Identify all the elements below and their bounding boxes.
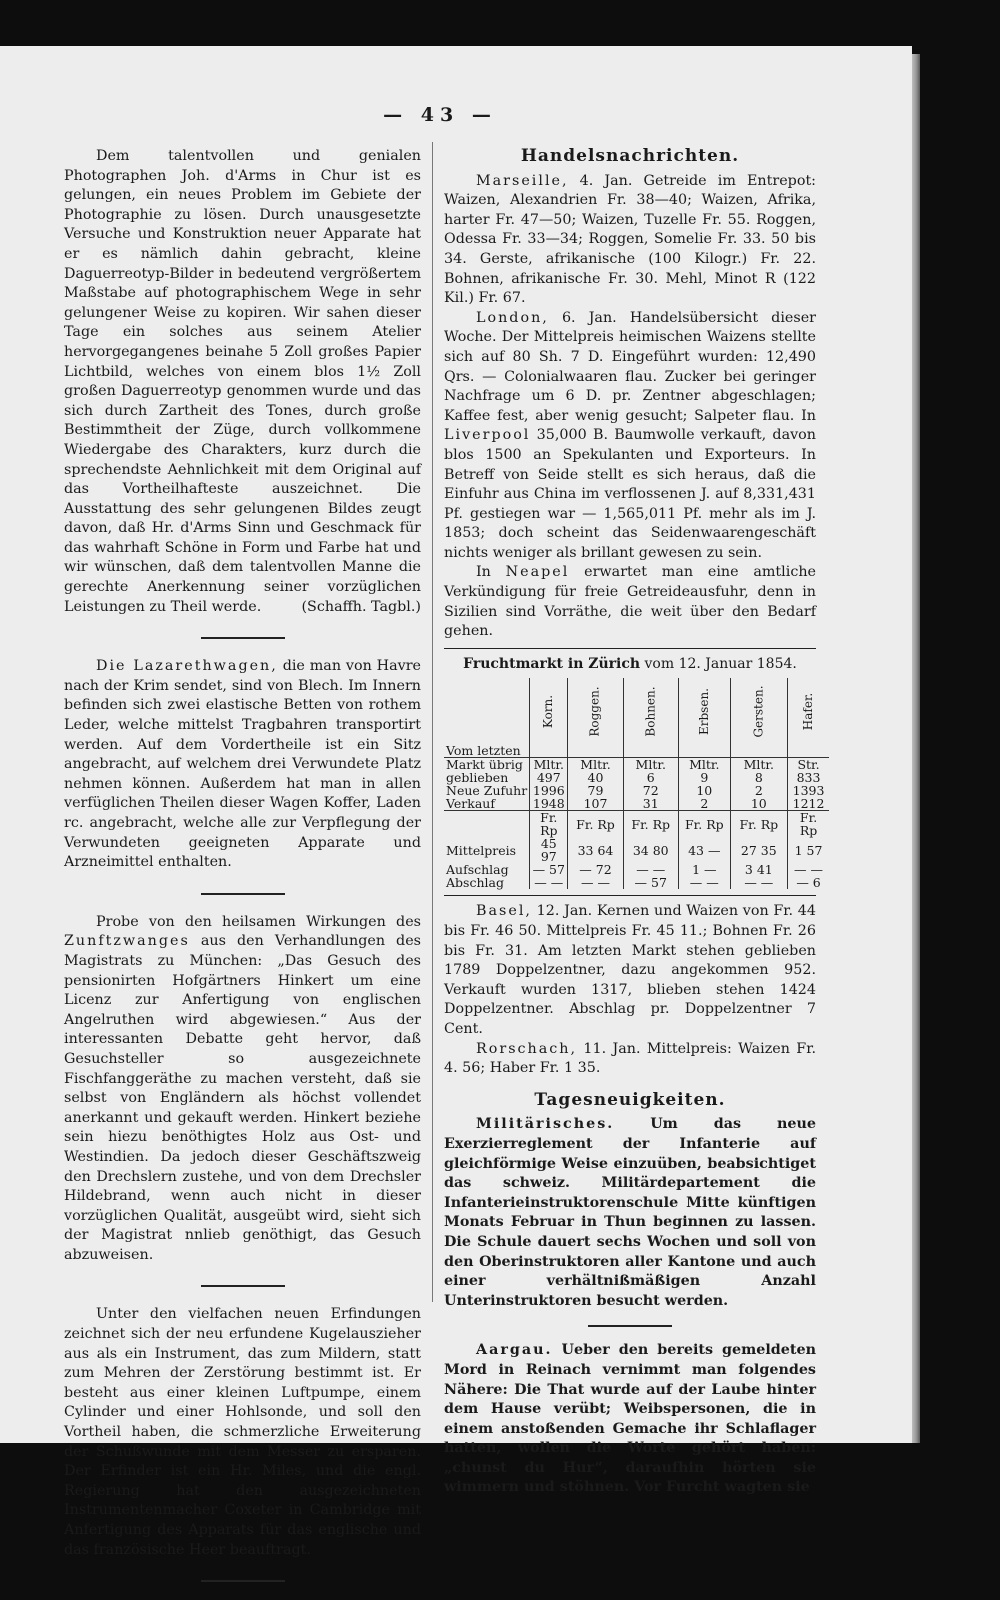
divider-rule: [201, 637, 285, 639]
table-row: Vom letzten: [444, 744, 829, 758]
news-basel: Basel, 12. Jan. Kernen und Waizen von Fr. 44 bis Fr. 46 50. Mittelpreis Fr. 45 11.; Bohnen Fr. 26 bis Fr. 31. Am letzten Markt stehen geblieben 1789 Doppelzentner, dazu angekommen 952. Verkauft wurden 1317, blieben stehen 1424 Doppelzentner. Abschlag pr. Doppelzentner 7 Cent.: [444, 903, 817, 1037]
article-lazarethwagen: Die Lazarethwagen, die man von Havre nach der Krim sendet, sind von Blech. Im Innern befinden sich zwei elastische Betten von rothem Leder, welche mittelst Tragbahren transportirt werden. Auf dem Vordertheile ist ein Sitz angebracht, auf welchem drei Verwundete Platz nehmen können. Außerdem hat man in allen verfüglichen Theilen dieser Wagen Koffer, Laden rc. angebracht, welche alle zur Verpflegung der Verwundeten geeigneten Apparate und Arzneimittel enthalten.: [64, 658, 421, 871]
news-rorschach: Rorschach, 11. Jan. Mittelpreis: Waizen Fr. 4. 56; Haber Fr. 1 35.: [444, 1040, 817, 1077]
column-header: Korn.: [541, 695, 556, 729]
table-row: Aufschlag — 57 — 72 — — 1 — 3 41 — —: [444, 863, 829, 876]
news-militaerisches: Militärisches. Um das neue Exerzierreglement der Infanterie auf gleichförmige Weise einzuüben, beabsichtiget das schweiz. Militärdepartement die Infanterieinstruktorenschule Mitte künftigen Monats Februar in Thun beginnen zu lassen. Die Schule dauert sechs Wochen und soll von den Oberinstruktoren aller Kantone und auch einer verhältnißmäßigen Anzahl Unterinstruktoren besucht werden.: [444, 1116, 817, 1309]
heading-tagesneuigkeiten: Tagesneuigkeiten.: [534, 1089, 726, 1110]
page-edge: [912, 54, 920, 1443]
column-divider: [432, 142, 433, 1302]
news-london: London, 6. Jan. Handelsübersicht dieser Woche. Der Mittelpreis heimischen Waizens stellte sich auf 80 Sh. 7 D. Eingeführt wurden: 12,490 Qrs. — Colonialwaaren flau. Zucker bei geringer Nachfrage um 6 D. pr. Zentner abgeschlagen; Kaffee fest, aber wenig gesucht; Salpeter flau. In Liverpool 35,000 B. Baumwolle verkauft, davon blos 1500 an Spekulanten und Exporteurs. In Betreff von Seide stellt es sich heraus, daß die Einfuhr aus China im verflossenen J. auf 8,331,431 Pf. gestiegen war — 1,565,011 Pf. mehr als im J. 1853; doch scheint das Seidenwaarengeschäft nichts weniger als brillant gewesen zu sein.: [444, 309, 817, 561]
table-row: Neue Zufuhr 1996 79 72 10 2 1393: [444, 784, 829, 797]
divider-rule: [201, 1580, 285, 1582]
news-marseille: Marseille, 4. Jan. Getreide im Entrepot: Waizen, Alexandrien Fr. 38—40; Waizen, Afrika, harter Fr. 47—50; Waizen, Tuzelle Fr. 55. Roggen, Odessa Fr. 33—34; Roggen, Somelie Fr. 33. 50 bis 34. Gerste, afrikanische (100 Kilogr.) Fr. 22. Bohnen, afrikanische Fr. 30. Mehl, Minot R (122 Kil.) Fr. 67.: [444, 172, 817, 307]
news-aargau: Aargau. Ueber den bereits gemeldeten Mord in Reinach vernimmt man folgendes Nähere: Die That wurde auf der Laube hinter dem Hause verübt; Weibspersonen, die in einem anstoßenden Gemache ihr Schlaflager hatten, wollen die Worte gehört haben: „chunst du Hur“, daraufhin hörten sie wimmern und stöhnen. Vor Furcht wagten sie: [444, 1342, 816, 1496]
heading-handelsnachrichten: Handelsnachrichten.: [520, 146, 740, 166]
news-neapel: In Neapel erwartet man eine amtliche Verkündigung für freie Getreideausfuhr, denn in Sizilien sind Vorräthe, die weit über den Bedarf gehen.: [444, 564, 816, 640]
column-header: Hafer.: [801, 693, 816, 731]
table-bottom-rule: [444, 895, 816, 896]
table-row: Abschlag — — — — — 57 — — — — — 6: [444, 876, 829, 889]
market-title: Fruchtmarkt in Zürich vom 12. Januar 1854.: [463, 655, 797, 672]
table-row: geblieben 497 40 6 9 8 833: [444, 771, 829, 784]
column-header: Gersten.: [751, 685, 766, 738]
divider-rule: [201, 1285, 285, 1287]
divider-rule: [201, 893, 285, 895]
right-column: [444, 146, 825, 1498]
article-kugelauszieher: Unter den vielfachen neuen Erfindungen zeichnet sich der neu erfundene Kugelauszieher aus als ein Instrument, das zum Mildern, statt zum Mehren der Zerstörung bestimmt ist. Er besteht aus einer kleinen Luftpumpe, einem Cylinder und einer Hohlsonde, und soll den Vortheil haben, die schmerzliche Erweiterung der Schußwunde mit dem Messer zu ersparen. Der Erfinder ist ein Hr. Miles, und die engl. Regierung hat den ausgezeichneten Instrumentenmacher Coxeter in Cambridge mit Anfertigung des Apparats für das englische und das französische Heer beauftragt.: [64, 1306, 421, 1558]
market-table: [444, 678, 829, 889]
table-row: Mittelpreis 45 97 33 64 34 80 43 — 27 35 1 57: [444, 837, 829, 863]
table-header-row: [444, 678, 829, 744]
table-row: Fr. Rp Fr. Rp Fr. Rp Fr. Rp Fr. Rp Fr. Rp: [444, 811, 829, 838]
column-header: Roggen.: [588, 686, 602, 738]
page-number: — 43 —: [383, 104, 497, 126]
column-header: Erbsen.: [696, 688, 711, 736]
table-row: Verkauf 1948 107 31 2 10 1212: [444, 797, 829, 811]
left-column: [64, 147, 421, 1600]
table-top-rule: [444, 648, 816, 649]
article-source: (Schaffh. Tagbl.): [301, 598, 421, 615]
article-zunftzwang: Probe von den heilsamen Wirkungen des Zunftzwanges aus den Verhandlungen des Magistrats zu München: „Das Gesuch des pensionirten Hofgärtners Hinkert um eine Licenz zur Anfertigung von englischen Angelruthen wird abgewiesen.“ Aus der interessanten Debatte geht hervor, daß Gesuchsteller so ausgezeichnete Fischfanggeräthe zu machen versteht, daß sie selbst von Engländern als höchst vollendet anerkannt und gekauft werden. Hinkert beziehe sein hiezu benöthigtes Holz aus Ost- und Westindien. Da jedoch dieser Geschäftszweig den Drechslern zustehe, und von dem Drechsler Hildebrand, wenn auch nicht in dieser vorzüglichen Qualität, ausgeübt wird, sieht sich der Magistrat nnlieb genöthigt, das Gesuch abzuweisen.: [64, 913, 421, 1263]
article-photography: Dem talentvollen und genialen Photographen Joh. d'Arms in Chur ist es gelungen, ein neues Problem im Gebiete der Photographie zu lösen. Durch unausgesetzte Versuche und Konstruktion neuer Apparate hat er es nämlich dahin gebracht, kleine Daguerreotyp-Bilder in bedeutend vergrößertem Maßstabe auf photographischem Wege in sehr gelungener Weise zu kopiren. Wir sahen dieser Tage ein solches aus seinem Atelier hervorgegangenes beinahe 5 Zoll großes Papier Lichtbild, welches von einem blos 1½ Zoll großen Daguerreotyp genommen wurde und das sich durch Zartheit des Tones, durch große Bestimmtheit der Züge, durch vollkommene Wiedergabe des Charakters, kurz durch die sprechendste Aehnlichkeit mit dem Original auf das Vortheilhafteste auszeichnet. Die Ausstattung des sehr gelungenen Bildes zeugt davon, daß Hr. d'Arms Sinn und Geschmack für das wahrhaft Schöne in Form und Farbe hat und wir wünschen, daß dem talentvollen Manne die gerechte Anerkennung seiner vorzüglichen Leistungen zu Theil werde. (Schaffh. Tagbl.): [64, 147, 421, 617]
divider-rule: [588, 1325, 672, 1327]
table-row: Markt übrig Mltr. Mltr. Mltr. Mltr. Mltr. Str.: [444, 758, 829, 772]
column-header: Bohnen.: [643, 686, 658, 738]
